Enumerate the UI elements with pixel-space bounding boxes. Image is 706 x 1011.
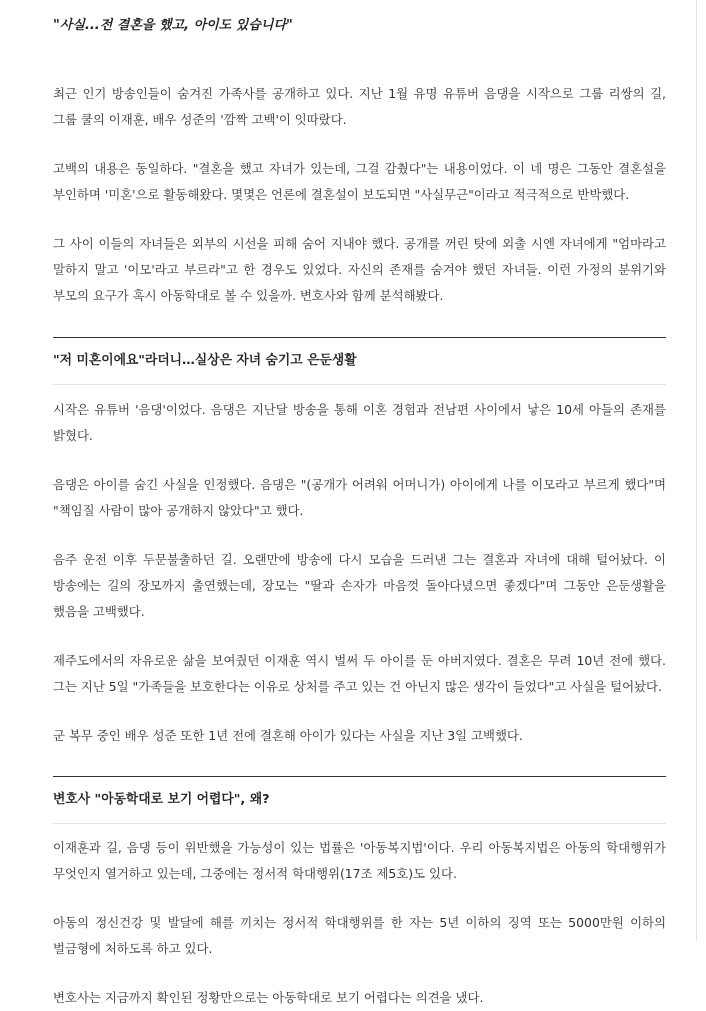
section-2-title: 변호사 "아동학대로 보기 어렵다", 왜? xyxy=(53,777,666,824)
section-2-paragraph-3: 변호사는 지금까지 확인된 정황만으로는 아동학대로 보기 어렵다는 의견을 냈다. xyxy=(53,990,484,1005)
section-1-paragraph-4: 제주도에서의 자유로운 삶을 보여줬던 이재훈 역시 벌써 두 아이를 둔 아버지였다. 결혼은 무려 10년 전에 했다. 그는 지난 5일 "가족들을 보호한다는 이유로 상처를 주고 있는 건 아닌지 많은 생각이 들었다"고 사실을 털어놨다. xyxy=(53,653,666,694)
intro-paragraph-2: 고백의 내용은 동일하다. "결혼을 했고 자녀가 있는데, 그걸 감췄다"는 내용이었다. 이 네 명은 그동안 결혼설을 부인하며 '미혼'으로 활동해왔다. 몇몇은 언론에 결혼설이 보도되면 "사실무근"이라고 적극적으로 반박했다. xyxy=(53,161,666,202)
section-1-paragraph-2: 음댕은 아이를 숨긴 사실을 인정했다. 음댕은 "(공개가 어려워 어머니가) 아이에게 나를 이모라고 부르게 했다"며 "책임질 사람이 많아 공개하지 않았다"고 했다. xyxy=(53,477,666,518)
article-body xyxy=(53,0,666,1011)
intro-paragraph-1: 최근 인기 방송인들이 숨겨진 가족사를 공개하고 있다. 지난 1월 유명 유튜버 음댕을 시작으로 그룹 리쌍의 길, 그룹 쿨의 이재훈, 배우 성준의 '깜짝 고백'이 잇따랐다. xyxy=(53,86,666,127)
lead-quote: "사실...전 결혼을 했고, 아이도 있습니다" xyxy=(53,18,293,33)
section-2-paragraph-2: 아동의 정신건강 및 발달에 해를 끼치는 정서적 학대행위를 한 자는 5년 이하의 징역 또는 5000만원 이하의 벌금형에 처하도록 하고 있다. xyxy=(53,915,666,956)
section-1 xyxy=(53,337,666,749)
section-2-paragraph-1: 이재훈과 길, 음댕 등이 위반했을 가능성이 있는 법률은 '아동복지법'이다. 우리 아동복지법은 아동의 학대행위가 무엇인지 열거하고 있는데, 그중에는 정서적 학대행위(17조 제5호)도 있다. xyxy=(53,840,666,881)
section-1-paragraph-3: 음주 운전 이후 두문불출하던 길. 오랜만에 방송에 다시 모습을 드러낸 그는 결혼과 자녀에 대해 털어놨다. 이 방송에는 길의 장모까지 출연했는데, 장모는 "딸과 손자가 마음껏 돌아다녔으면 좋겠다"며 그동안 은둔생활을 했음을 고백했다. xyxy=(53,552,666,619)
section-1-paragraph-5: 군 복무 중인 배우 성준 또한 1년 전에 결혼해 아이가 있다는 사실을 지난 3일 고백했다. xyxy=(53,728,523,743)
right-border-line xyxy=(696,0,697,940)
section-1-paragraph-1: 시작은 유튜버 '음댕'이었다. 음댕은 지난달 방송을 통해 이혼 경험과 전남편 사이에서 낳은 10세 아들의 존재를 밝혔다. xyxy=(53,402,666,443)
section-2 xyxy=(53,776,666,1011)
intro-paragraph-3: 그 사이 이들의 자녀들은 외부의 시선을 피해 숨어 지내야 했다. 공개를 꺼린 탓에 외출 시엔 자녀에게 "엄마라고 말하지 말고 '이모'라고 부르라"고 한 경우도 있었다. 자신의 존재를 숨겨야 했던 자녀들. 이런 가정의 분위기와 부모의 요구가 혹시 아동학대로 볼 수 있을까. 변호사와 함께 분석해봤다. xyxy=(53,236,666,303)
section-1-title: "저 미혼이에요"라더니…실상은 자녀 숨기고 은둔생활 xyxy=(53,338,666,385)
